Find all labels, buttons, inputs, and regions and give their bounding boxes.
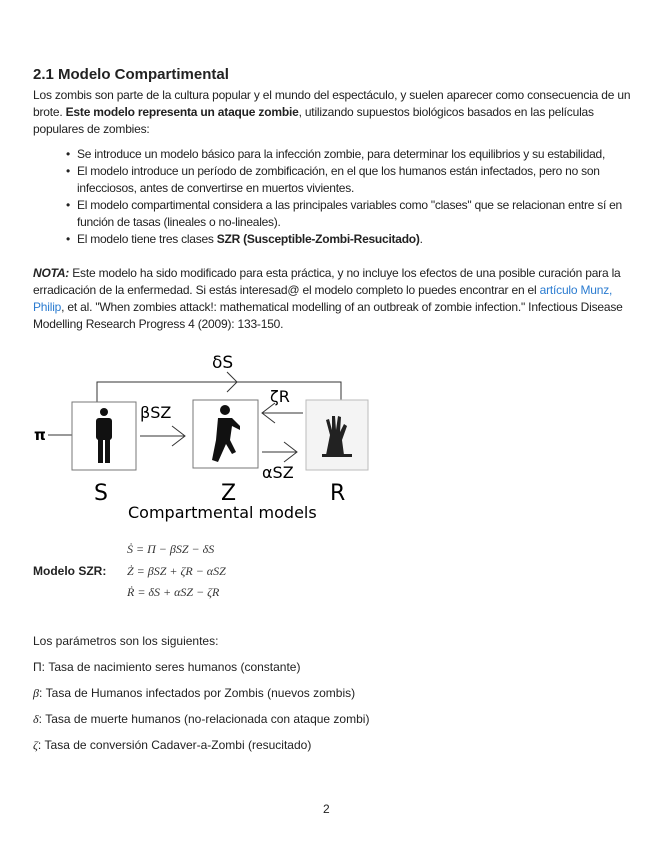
note-paragraph [33,265,633,333]
delta-s-label: δS [212,353,234,373]
model-label: Modelo SZR: [33,564,107,578]
equation-z: Ż = βSZ + ζR − αSZ [127,564,226,578]
params-intro: Los parámetros son los siguientes: [33,634,219,648]
list-item-bold: SZR (Susceptible-Zombi-Resucitado) [216,232,420,246]
param-symbol: δ [33,712,39,726]
compartmental-diagram [0,340,400,530]
alpha-sz-label: αSZ [262,463,294,482]
param-text: : Tasa de Humanos infectados por Zombis (nuevos zombis) [38,686,356,700]
list-item-end: . [419,232,423,246]
article-link[interactable]: artículo Munz, Philip [33,283,613,314]
diagram-caption: Compartmental models [128,503,317,522]
note-label: NOTA: [33,266,70,280]
param-item [33,712,369,727]
param-text: : Tasa de nacimiento seres humanos (constante) [41,660,301,674]
list-item: • Se introduce un modelo básico para la infección zombie, para determinar los equilibrios y su estabilidad, [66,146,636,163]
z-label: Z [221,481,237,506]
intro-text-end: , utilizando supuestos biológicos basados en las películas populares de zombies: [33,105,594,136]
intro-paragraph [33,87,633,138]
bullet-list [66,146,636,248]
s-label: S [94,481,108,506]
equation-s: Ṡ = Π − βSZ − δS [127,542,215,556]
r-label: R [330,481,346,506]
pi-label: π [34,426,46,444]
param-symbol: β [33,686,39,700]
param-item [33,686,355,701]
list-item: • El modelo compartimental considera a las principales variables como "clases" que se relacionan entre sí en función de tasas (lineales o no-lineales). [66,197,636,231]
param-text: : Tasa de conversión Cadaver-a-Zombi (resucitado) [37,738,312,752]
equation-r: Ṙ = δS + αSZ − ζR [127,585,220,599]
list-item [66,231,636,248]
page-number: 2 [323,802,330,816]
param-text: : Tasa de muerte humanos (no-relacionada con ataque zombi) [38,712,370,726]
zeta-r-label: ζR [270,387,290,406]
delta-line [97,382,341,402]
intro-text: Los zombis son parte de la cultura popular y el mundo del espectáculo, y suelen aparecer como consecuencia de un brote. [33,88,631,119]
param-item [33,660,300,674]
note-text: Este modelo ha sido modificado para esta práctica, y no incluye los efectos de una posible curación para la erradicación de la enfermedad. Si estás interesad@ el modelo completo lo puedes encontrar en el [33,266,621,297]
note-text-end: , et al. "When zombies attack!: mathematical modelling of an outbreak of zombie infection." Infectious Disease Modelling Research Progress 4 (2009): 133-150. [33,300,623,331]
list-item-text: El modelo tiene tres clases [77,232,217,246]
param-symbol: ζ [33,738,38,752]
list-item: • El modelo introduce un período de zombificación, en el que los humanos están infectados, pero no son infecciosos, antes de convertirse en muertos vivientes. [66,163,636,197]
section-title: 2.1 Modelo Compartimental [33,66,229,83]
param-symbol: Π [33,660,42,674]
param-item [33,738,311,753]
beta-sz-label: βSZ [140,403,172,422]
intro-bold: Este modelo representa un ataque zombie [65,105,299,119]
